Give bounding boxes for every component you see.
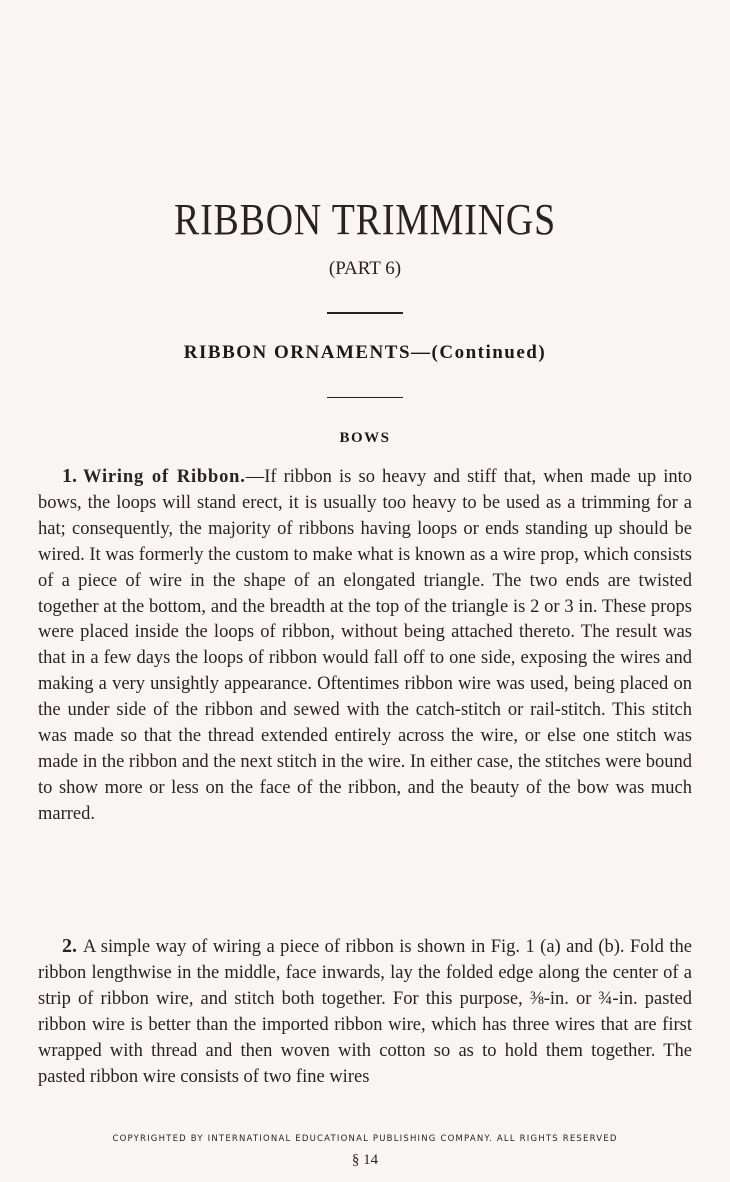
paragraph-1	[38, 464, 692, 828]
paragraph-text: A simple way of wiring a piece of ribbon is shown in Fig. 1 (a) and (b). Fold the ribbon lengthwise in the middle, face inwards, lay the folded edge along the center of a strip of ribbon wire, and stitch both together. For this purpose, ⅜-in. or ¾-in. pasted ribbon wire is better than the imported ribbon wire, which has three wires that are first wrapped with thread and then woven with cotton so as to hold them together. The pasted ribbon wire consists of two fine wires	[38, 937, 692, 1087]
paragraph-text: —If ribbon is so heavy and stiff that, when made up into bows, the loops will stand erect, it is usually too heavy to be used as a trimming for a hat; consequently, the majority of ribbons having loops or ends standing up should be wired. It was formerly the custom to make what is known as a wire prop, which consists of a piece of wire in the shape of an elongated triangle. The two ends are twisted together at the bottom, and the breadth at the top of the triangle is 2 or 3 in. These props were placed inside the loops of ribbon, without being attached thereto. The result was that in a few days the loops of ribbon would fall off to one side, exposing the wires and making a very unsightly appearance. Oftentimes ribbon wire was used, being placed on the under side of the ribbon and sewed with the catch-stitch or rail-stitch. This stitch was made so that the thread extended entirely across the wire, or else one stitch was made in the ribbon and the next stitch in the wire. In either case, the stitches were bound to show more or less on the face of the ribbon, and the beauty of the bow was much marred.	[38, 467, 692, 824]
subheading: RIBBON ORNAMENTS—(Continued)	[183, 342, 547, 363]
part-label: (PART 6)	[328, 258, 402, 279]
paragraph-heading: Wiring of Ribbon.	[83, 467, 246, 487]
paragraph-number: 2.	[62, 935, 77, 957]
section-heading: BOWS	[339, 430, 391, 446]
paragraph-number: 1.	[62, 465, 77, 487]
page-title: RIBBON TRIMMINGS	[173, 195, 557, 244]
title-divider	[327, 312, 403, 314]
page-number: § 14	[351, 1152, 379, 1168]
subheading-divider	[327, 397, 403, 398]
paragraph-2	[38, 934, 692, 1090]
copyright-footer: COPYRIGHTED BY INTERNATIONAL EDUCATIONAL PUBLISHING COMPANY. ALL RIGHTS RESERVED	[112, 1134, 618, 1144]
